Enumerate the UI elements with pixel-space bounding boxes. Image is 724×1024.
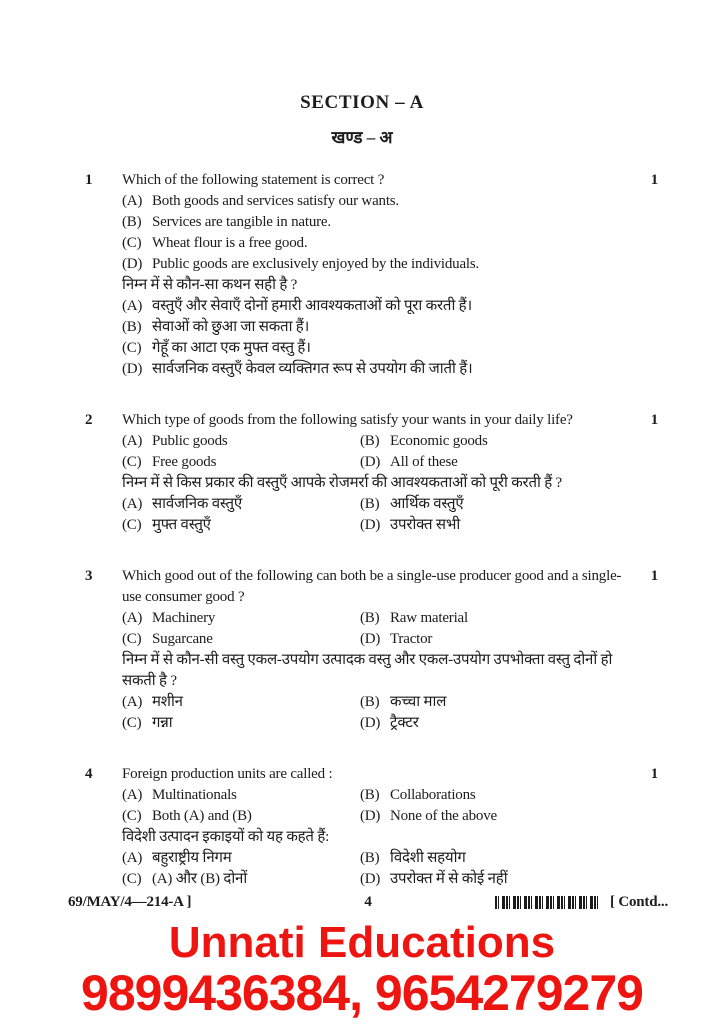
option-a [122, 191, 636, 212]
option-a-hindi [122, 848, 360, 869]
option-label: (A) [122, 496, 143, 512]
option-d-hindi [122, 359, 636, 380]
question-number: 2 [85, 412, 93, 428]
option-d-hindi [360, 869, 636, 890]
option-d [360, 806, 636, 827]
page-number: 4 [364, 894, 372, 910]
option-text: सेवाओं को छुआ जा सकता हैं। [152, 319, 310, 335]
option-b-hindi [360, 692, 636, 713]
option-d [360, 629, 636, 650]
question-1 [85, 170, 658, 380]
paper-code: 69/MAY/4—214-A ] [68, 894, 192, 910]
option-text: सार्वजनिक वस्तुएँ [152, 496, 242, 512]
options-hindi [122, 692, 636, 734]
question-2 [85, 410, 658, 536]
option-text: None of the above [390, 808, 497, 824]
option-label: (D) [360, 715, 381, 731]
option-label: (D) [360, 517, 381, 533]
option-text: Wheat flour is a free good. [152, 235, 308, 251]
option-label: (B) [360, 433, 380, 449]
option-text: Both goods and services satisfy our wants. [152, 193, 399, 209]
option-label: (C) [122, 517, 142, 533]
section-title: SECTION – A [300, 92, 424, 113]
option-label: (A) [122, 850, 143, 866]
option-c [122, 452, 360, 473]
option-label: (D) [360, 871, 381, 887]
option-text: Tractor [390, 631, 433, 647]
option-label: (C) [122, 340, 142, 356]
question-text-hindi: विदेशी उत्पादन इकाइयों को यह कहते हैं: [122, 829, 330, 845]
option-label: (D) [122, 361, 143, 377]
option-label: (A) [122, 787, 143, 803]
option-a [122, 785, 360, 806]
question-text-english: Foreign production units are called : [122, 766, 333, 782]
question-text-english: Which good out of the following can both be a single-use producer good and a single-use consumer good ? [122, 568, 622, 605]
option-text: मशीन [152, 694, 183, 710]
option-b [360, 608, 636, 629]
question-number: 4 [85, 766, 93, 782]
option-label: (A) [122, 433, 143, 449]
options-english [122, 785, 636, 827]
option-text: गेहूँ का आटा एक मुफ्त वस्तु हैं। [152, 340, 311, 356]
option-label: (D) [360, 631, 381, 647]
question-marks: 1 [650, 568, 658, 584]
option-text: Services are tangible in nature. [152, 214, 331, 230]
option-label: (C) [122, 235, 142, 251]
option-label: (B) [360, 694, 380, 710]
option-c-hindi [122, 515, 360, 536]
question-text-english: Which of the following statement is correct ? [122, 172, 385, 188]
page-footer [68, 894, 668, 911]
watermark-institute-name: Unnati Educations [168, 918, 556, 967]
option-text: Raw material [390, 610, 468, 626]
option-b [360, 431, 636, 452]
option-text: वस्तुएँ और सेवाएँ दोनों हमारी आवश्यकताओं को पूरा करती हैं। [152, 298, 472, 314]
option-text: कच्चा माल [390, 694, 447, 710]
option-text: Public goods [152, 433, 228, 449]
question-text-hindi: निम्न में से कौन-सा कथन सही है ? [122, 277, 298, 293]
option-text: सार्वजनिक वस्तुएँ केवल व्यक्तिगत रूप से उपयोग की जाती हैं। [152, 361, 473, 377]
barcode-icon [495, 896, 601, 909]
footer-right [495, 894, 668, 911]
options-english [122, 191, 636, 275]
option-label: (B) [360, 850, 380, 866]
option-label: (C) [122, 454, 142, 470]
option-text: आर्थिक वस्तुएँ [390, 496, 464, 512]
option-text: Public goods are exclusively enjoyed by the individuals. [152, 256, 480, 272]
options-english [122, 431, 636, 473]
question-text-hindi: निम्न में से किस प्रकार की वस्तुएँ आपके रोजमर्रा की आवश्यकताओं को पूरी करती हैं ? [122, 475, 563, 491]
option-text: उपरोक्त सभी [390, 517, 461, 533]
options-hindi [122, 296, 636, 380]
section-header [0, 92, 724, 148]
option-label: (B) [360, 610, 380, 626]
option-text: गन्ना [152, 715, 173, 731]
option-text: Machinery [152, 610, 216, 626]
question-body [122, 410, 636, 536]
option-a-hindi [122, 494, 360, 515]
option-label: (A) [122, 694, 143, 710]
option-label: (C) [122, 871, 142, 887]
option-text: All of these [390, 454, 458, 470]
option-b-hindi [360, 494, 636, 515]
option-c-hindi [122, 869, 360, 890]
option-c [122, 233, 636, 254]
question-3 [85, 566, 658, 734]
option-label: (D) [122, 256, 143, 272]
option-a [122, 431, 360, 452]
options-english [122, 608, 636, 650]
option-c [122, 806, 360, 827]
option-label: (C) [122, 715, 142, 731]
question-number: 1 [85, 172, 93, 188]
option-a [122, 608, 360, 629]
option-label: (D) [360, 454, 381, 470]
option-label: (D) [360, 808, 381, 824]
question-marks: 1 [650, 172, 658, 188]
question-body [122, 170, 636, 380]
option-text: मुफ्त वस्तुएँ [152, 517, 211, 533]
question-text-hindi: निम्न में से कौन-सी वस्तु एकल-उपयोग उत्पादक वस्तु और एकल-उपयोग उपभोक्ता वस्तु दोनों हो सकती है ? [122, 652, 613, 689]
option-a-hindi [122, 296, 636, 317]
question-4 [85, 764, 658, 890]
question-text-english: Which type of goods from the following satisfy your wants in your daily life? [122, 412, 573, 428]
option-d [360, 452, 636, 473]
option-label: (B) [122, 214, 142, 230]
question-body [122, 764, 636, 890]
question-number: 3 [85, 568, 93, 584]
watermark-phone-numbers: 9899436384, 9654279279 [81, 965, 643, 1021]
option-b [122, 212, 636, 233]
questions-area [85, 170, 658, 920]
options-hindi [122, 848, 636, 890]
option-text: विदेशी सहयोग [390, 850, 466, 866]
option-text: ट्रैक्टर [390, 715, 419, 731]
option-c [122, 629, 360, 650]
question-marks: 1 [650, 412, 658, 428]
option-text: Collaborations [390, 787, 476, 803]
option-label: (B) [360, 496, 380, 512]
options-hindi [122, 494, 636, 536]
option-label: (B) [122, 319, 142, 335]
option-label: (A) [122, 193, 143, 209]
option-c-hindi [122, 338, 636, 359]
option-d-hindi [360, 713, 636, 734]
option-b [360, 785, 636, 806]
option-b-hindi [360, 848, 636, 869]
watermark [0, 919, 724, 1019]
option-d-hindi [360, 515, 636, 536]
option-label: (B) [360, 787, 380, 803]
option-text: Both (A) and (B) [152, 808, 252, 824]
question-body [122, 566, 636, 734]
option-text: उपरोक्त में से कोई नहीं [390, 871, 508, 887]
option-text: Economic goods [390, 433, 488, 449]
option-text: बहुराष्ट्रीय निगम [152, 850, 232, 866]
option-b-hindi [122, 317, 636, 338]
section-title-hindi: खण्ड – अ [331, 128, 393, 147]
option-d [122, 254, 636, 275]
option-a-hindi [122, 692, 360, 713]
option-label: (A) [122, 610, 143, 626]
option-text: Multinationals [152, 787, 237, 803]
option-label: (C) [122, 808, 142, 824]
contd-label: [ Contd... [609, 894, 668, 910]
option-label: (A) [122, 298, 143, 314]
option-c-hindi [122, 713, 360, 734]
option-text: (A) और (B) दोनों [152, 871, 248, 887]
option-text: Sugarcane [152, 631, 213, 647]
option-label: (C) [122, 631, 142, 647]
question-marks: 1 [650, 766, 658, 782]
option-text: Free goods [152, 454, 217, 470]
